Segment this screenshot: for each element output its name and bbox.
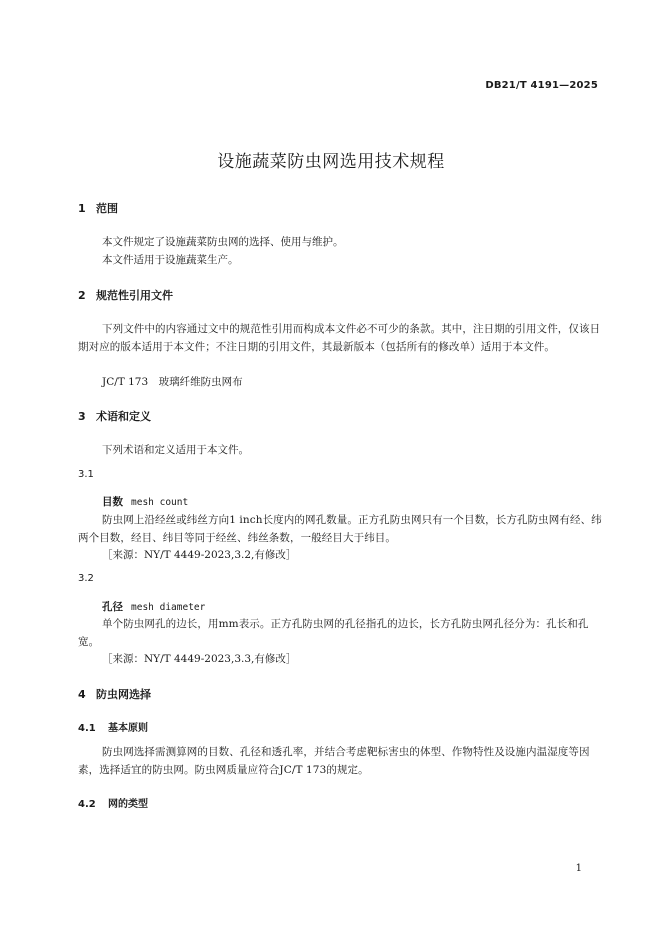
term-chinese: 孔径 <box>102 601 123 613</box>
section-title: 规范性引用文件 <box>96 289 173 302</box>
section-1-heading <box>78 200 118 216</box>
section-number: 3 <box>78 410 86 423</box>
term-definition: 单个防虫网孔的边长，用mm表示。正方孔防虫网的孔径指孔的边长，长方孔防虫网孔径分为：孔长和孔宽。 <box>78 618 589 648</box>
section-number: 1 <box>78 202 86 215</box>
paragraph: 下列文件中的内容通过文中的规范性引用而构成本文件必不可少的条款。其中，注日期的引用文件，仅该日期对应的版本适用于本文件；不注日期的引用文件，其最新版本（包括所有的修改单）适用于本文件。 <box>78 323 601 353</box>
paragraph: 本文件规定了设施蔬菜防虫网的选择、使用与维护。 <box>102 236 344 248</box>
section-title: 防虫网选择 <box>96 688 151 701</box>
subsection-title: 基本原则 <box>108 723 148 734</box>
term-english: mesh diameter <box>131 602 206 613</box>
term-source: ［来源：NY/T 4449-2023,3.2,有修改］ <box>102 549 297 561</box>
subsection-title: 网的类型 <box>108 799 148 810</box>
subsection-4-2-heading <box>78 795 148 810</box>
section-title: 范围 <box>96 202 118 215</box>
term-source: ［来源：NY/T 4449-2023,3.3,有修改］ <box>102 653 297 665</box>
paragraph: 下列术语和定义适用于本文件。 <box>102 444 249 456</box>
subsection-number: 4.2 <box>78 799 96 810</box>
page-title: 设施蔬菜防虫网选用技术规程 <box>217 152 445 172</box>
document-id: DB21/T 4191—2025 <box>485 80 598 91</box>
section-title: 术语和定义 <box>96 410 151 423</box>
section-number: 4 <box>78 688 86 701</box>
term-definition: 防虫网上沿经丝或纬丝方向1 inch长度内的网孔数量。正方孔防虫网只有一个目数，长方孔防虫网有经、纬两个目数，经目、纬目等同于经丝、纬丝条数，一般经目大于纬目。 <box>78 514 602 544</box>
term-3-1-number: 3.1 <box>78 469 94 480</box>
page-number: 1 <box>575 863 582 874</box>
subsection-4-1-heading <box>78 719 148 734</box>
term-chinese: 目数 <box>102 496 123 508</box>
term-3-2-number: 3.2 <box>78 573 94 584</box>
paragraph: 本文件适用于设施蔬菜生产。 <box>102 254 239 266</box>
subsection-number: 4.1 <box>78 723 96 734</box>
term-3-1-heading <box>102 494 188 509</box>
term-english: mesh count <box>131 497 189 508</box>
section-4-heading <box>78 686 151 702</box>
paragraph: 防虫网选择需测算网的目数、孔径和透孔率，并结合考虑靶标害虫的体型、作物特性及设施内温湿度等因素，选择适宜的防虫网。防虫网质量应符合JC/T 173的规定。 <box>78 746 590 776</box>
section-number: 2 <box>78 289 86 302</box>
section-2-heading <box>78 287 173 303</box>
normative-reference: JC/T 173 玻璃纤维防虫网布 <box>102 376 243 388</box>
section-3-heading <box>78 408 151 424</box>
term-3-2-heading <box>102 599 205 614</box>
